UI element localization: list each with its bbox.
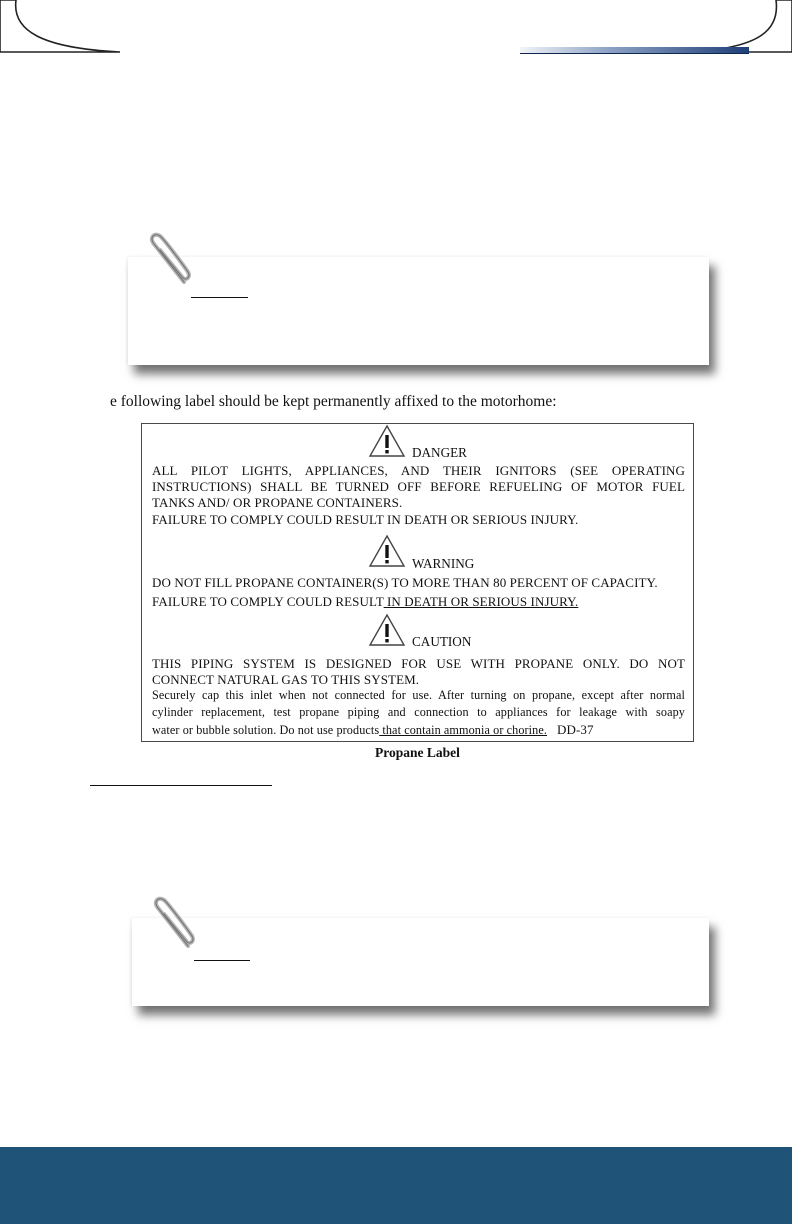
caution-text: water or bubble solution. Do not use products — [152, 723, 380, 737]
warning-text: FAILURE TO COMPLY COULD RESULT — [152, 594, 384, 609]
warning-heading: WARNING — [412, 556, 475, 571]
propane-label — [141, 423, 694, 742]
paperclip-icon — [144, 894, 200, 956]
paperclip-icon — [140, 230, 196, 292]
figure-caption: Propane Label — [375, 745, 460, 760]
warning-underlined-text: IN DEATH OR SERIOUS INJURY. — [383, 594, 579, 609]
note-heading-underline — [194, 960, 250, 961]
header-accent-rule — [520, 47, 749, 54]
note-box — [128, 257, 709, 365]
danger-line: FAILURE TO COMPLY COULD RESULT IN DEATH OR SERIOUS INJURY. — [152, 512, 579, 527]
label-code: DD-37 — [557, 722, 594, 737]
warning-triangle-icon — [368, 613, 406, 647]
warning-line — [152, 594, 685, 610]
warning-triangle-icon — [368, 424, 406, 458]
danger-heading: DANGER — [412, 445, 467, 460]
caution-heading: CAUTION — [412, 634, 472, 649]
caution-line: cylinder replacement, test propane piping and connection to appliances for leakage with soapy — [152, 705, 685, 719]
note-box — [132, 918, 709, 1006]
caution-line — [152, 722, 685, 738]
footer-bar — [0, 1147, 792, 1224]
caution-line: THIS PIPING SYSTEM IS DESIGNED FOR USE WITH PROPANE ONLY. DO NOT — [152, 656, 685, 671]
caution-line: CONNECT NATURAL GAS TO THIS SYSTEM. — [152, 672, 420, 687]
note-heading-underline — [191, 297, 248, 298]
danger-line: ALL PILOT LIGHTS, APPLIANCES, AND THEIR IGNITORS (SEE OPERATING — [152, 463, 685, 478]
warning-triangle-icon — [368, 534, 406, 568]
section-heading-underline — [90, 785, 272, 786]
danger-line: TANKS AND/ OR PROPANE CONTAINERS. — [152, 495, 403, 510]
caution-underlined-text: that contain ammonia or chorine. — [379, 723, 548, 737]
caution-line: Securely cap this inlet when not connected for use. After turning on propane, except after normal — [152, 688, 685, 702]
intro-paragraph: e following label should be kept permanently affixed to the motorhome: — [110, 393, 557, 410]
danger-line: INSTRUCTIONS) SHALL BE TURNED OFF BEFORE REFUELING OF MOTOR FUEL — [152, 479, 685, 494]
warning-line: DO NOT FILL PROPANE CONTAINER(S) TO MORE THAN 80 PERCENT OF CAPACITY. — [152, 575, 658, 590]
